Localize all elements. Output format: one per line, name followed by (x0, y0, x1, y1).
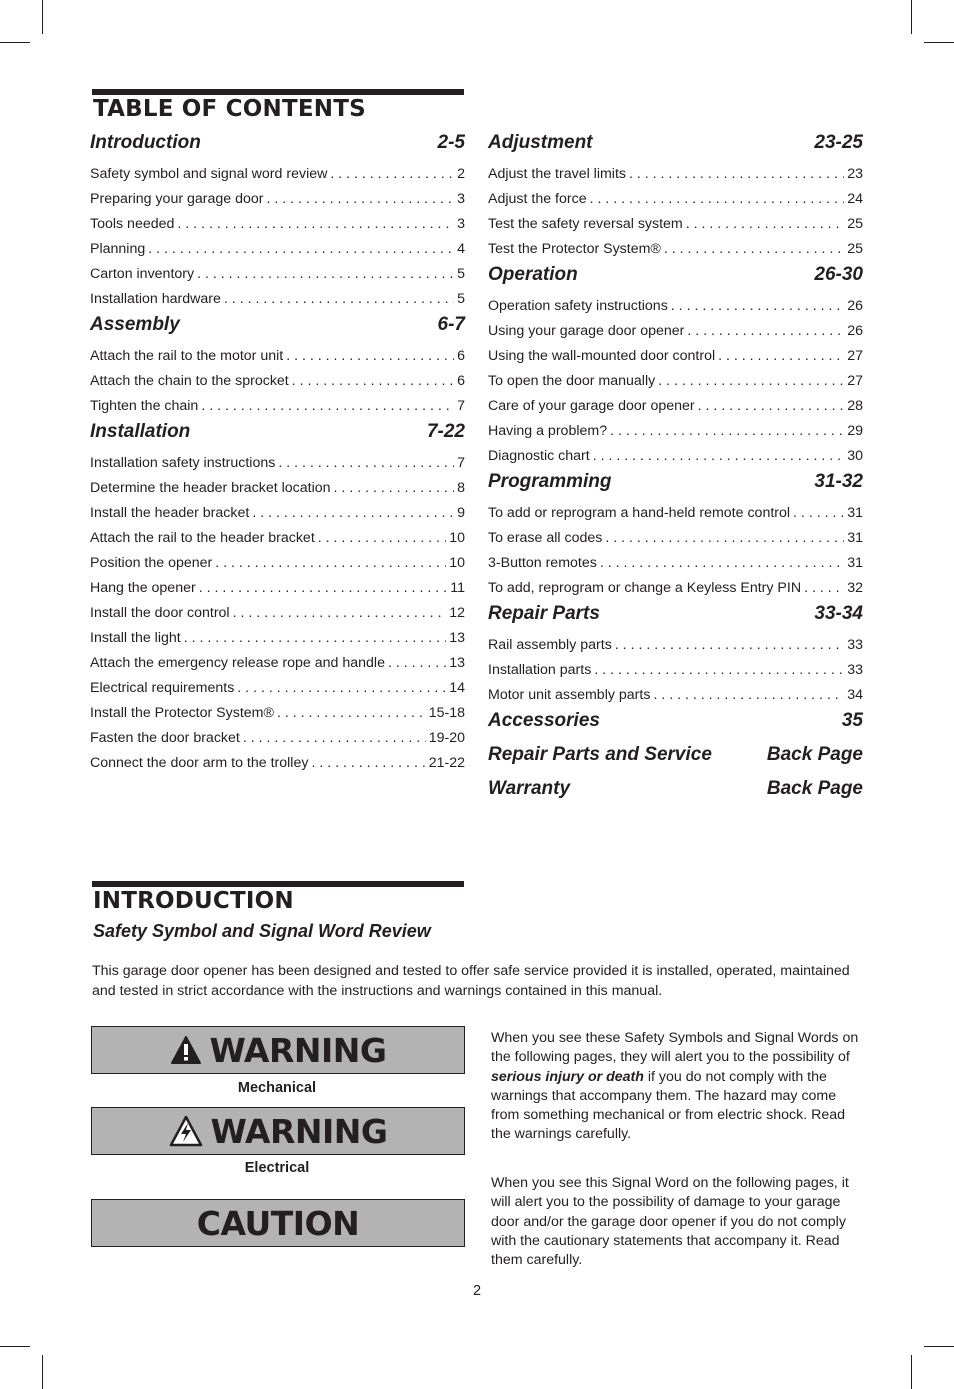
toc-entry-page: 31 (847, 530, 863, 546)
toc-entry (90, 551, 465, 576)
toc-entry-label: Attach the rail to the motor unit (90, 348, 284, 364)
toc-section-title: Operation (488, 264, 578, 285)
toc-entry-label: Install the light (90, 630, 181, 646)
toc-entry-page: 31 (847, 505, 863, 521)
dot-leader (243, 726, 426, 751)
toc-entry (90, 751, 465, 776)
exclamation-triangle-icon (170, 1035, 202, 1065)
dot-leader (605, 526, 844, 551)
toc-entry (488, 369, 863, 394)
dot-leader (388, 651, 446, 676)
toc-entry-page: 14 (449, 680, 465, 696)
toc-entry (90, 626, 465, 651)
toc-section-heading (488, 130, 863, 162)
toc-entry-page: 11 (450, 580, 465, 596)
toc-entry-label: Attach the chain to the sprocket (90, 373, 289, 389)
dot-leader (664, 237, 844, 262)
dot-leader (610, 419, 844, 444)
dot-leader (718, 344, 844, 369)
toc-section-pages: Back Page (766, 744, 863, 765)
toc-entry-page: 28 (847, 398, 863, 414)
toc-entry-page: 26 (847, 323, 863, 339)
toc-entry-page: 25 (847, 216, 863, 232)
toc-entry-page: 23 (847, 166, 863, 182)
mechanical-label: Mechanical (237, 1080, 317, 1096)
crop-mark (924, 42, 954, 43)
toc-right-column (488, 130, 863, 810)
dot-leader (215, 551, 446, 576)
dot-leader (184, 626, 447, 651)
toc-entry-label: Fasten the door bracket (90, 730, 240, 746)
toc-entry-page: 19-20 (428, 730, 465, 746)
toc-entry-page: 8 (457, 480, 465, 496)
toc-entry (90, 369, 465, 394)
toc-entry-label: Connect the door arm to the trolley (90, 755, 309, 771)
toc-entry (488, 294, 863, 319)
toc-section-pages: 6-7 (437, 314, 465, 335)
crop-mark (0, 1346, 30, 1347)
toc-entry-page: 29 (847, 423, 863, 439)
toc-entry (488, 319, 863, 344)
toc-entry-page: 21-22 (428, 755, 465, 771)
toc-left-column (90, 130, 465, 776)
toc-entry-label: Install the header bracket (90, 505, 250, 521)
toc-entry-page: 2 (457, 166, 465, 182)
toc-entry (90, 501, 465, 526)
toc-entry-label: Determine the header bracket location (90, 480, 331, 496)
toc-entry-label: Diagnostic chart (488, 448, 590, 464)
dot-leader (615, 633, 844, 658)
toc-entry-label: Test the Protector System® (488, 241, 661, 257)
dot-leader (330, 162, 454, 187)
toc-entry-page: 6 (457, 373, 465, 389)
toc-entry (90, 212, 465, 237)
toc-entry (488, 658, 863, 683)
dot-leader (233, 601, 447, 626)
dot-leader (334, 476, 455, 501)
toc-entry (90, 726, 465, 751)
dot-leader (237, 676, 446, 701)
toc-entry (90, 237, 465, 262)
warning-electrical-box (91, 1107, 465, 1155)
warning-mechanical-box (91, 1026, 465, 1074)
toc-entry (488, 633, 863, 658)
dot-leader (593, 444, 844, 469)
toc-entry-page: 15-18 (428, 705, 465, 721)
warning-word: WARNING (209, 1030, 387, 1070)
toc-entry-page: 3 (457, 191, 465, 207)
page-number: 2 (472, 1283, 482, 1299)
toc-entry-label: To erase all codes (488, 530, 603, 546)
toc-entry-page: 7 (457, 398, 465, 414)
toc-entry (488, 551, 863, 576)
dot-leader (148, 237, 454, 262)
toc-section-pages: 35 (841, 710, 863, 731)
toc-entry (90, 576, 465, 601)
toc-entry-label: Tools needed (90, 216, 175, 232)
toc-entry (90, 187, 465, 212)
dot-leader (804, 576, 844, 601)
toc-entry (90, 287, 465, 312)
toc-entry (488, 444, 863, 469)
toc-section-heading (90, 419, 465, 451)
intro-title: INTRODUCTION (93, 888, 294, 914)
toc-entry-label: 3-Button remotes (488, 555, 597, 571)
dot-leader (199, 576, 448, 601)
toc-section-title: Repair Parts and Service (488, 744, 712, 765)
toc-section-heading (488, 776, 863, 810)
caution-explanation: When you see this Signal Word on the following pages, it will alert you to the possibility of damage to your garage door and/or the garage door opener if you do not comply with the cautionary statements that accompany it. Read them carefully. (491, 1175, 849, 1269)
toc-entry (90, 344, 465, 369)
serious-injury-emphasis: serious injury or death (491, 1068, 644, 1085)
dot-leader (600, 551, 844, 576)
toc-section-heading (488, 469, 863, 501)
toc-entry-page: 12 (449, 605, 465, 621)
toc-entry (488, 576, 863, 601)
crop-mark (42, 0, 43, 34)
toc-entry-page: 10 (449, 530, 465, 546)
crop-mark (911, 1355, 912, 1389)
toc-entry-page: 24 (847, 191, 863, 207)
toc-entry-label: To add or reprogram a hand-held remote control (488, 505, 791, 521)
toc-entry-page: 5 (457, 266, 465, 282)
toc-section-heading (90, 312, 465, 344)
warning-explanation: When you see these Safety Symbols and Signal Words on the following pages, they will alert you to the possibility of serious injury or death if you do not comply with the warnings that accompany them. The hazard may come from something mechanical or from electric shock. Read the warnings carefully. (491, 1030, 859, 1143)
toc-entry-page: 5 (457, 291, 465, 307)
toc-section-heading (488, 262, 863, 294)
toc-entry-label: Operation safety instructions (488, 298, 668, 314)
toc-section-title: Accessories (488, 710, 600, 731)
toc-entry-label: To add, reprogram or change a Keyless Entry PIN (488, 580, 802, 596)
toc-section-pages: Back Page (766, 778, 863, 799)
toc-entry-page: 13 (449, 655, 465, 671)
electrical-label: Electrical (244, 1160, 310, 1176)
toc-section-pages: 7-22 (426, 421, 465, 442)
toc-entry (90, 451, 465, 476)
dot-leader (318, 526, 446, 551)
dot-leader (629, 162, 844, 187)
toc-entry-page: 31 (847, 555, 863, 571)
toc-entry-label: Install the Protector System® (90, 705, 274, 721)
toc-entry-page: 25 (847, 241, 863, 257)
toc-entry (488, 394, 863, 419)
lightning-triangle-icon (169, 1115, 203, 1147)
toc-entry (488, 187, 863, 212)
toc-entry-label: Test the safety reversal system (488, 216, 683, 232)
toc-entry-label: Rail assembly parts (488, 637, 612, 653)
dot-leader (224, 287, 454, 312)
toc-entry (488, 162, 863, 187)
dot-leader (177, 212, 454, 237)
toc-section-title: Repair Parts (488, 603, 600, 624)
toc-entry (90, 651, 465, 676)
intro-body: This garage door opener has been designed and tested to offer safe service provided it is installed, operated, maintained and tested in strict accordance with the instructions and warnings contained in this manual. (92, 963, 850, 999)
toc-entry-label: Motor unit assembly parts (488, 687, 651, 703)
toc-entry (488, 344, 863, 369)
toc-entry-label: Tighten the chain (90, 398, 199, 414)
toc-section-title: Introduction (90, 132, 201, 153)
toc-title: TABLE OF CONTENTS (93, 96, 366, 122)
dot-leader (286, 344, 454, 369)
caution-box (91, 1199, 465, 1247)
toc-entry-label: Carton inventory (90, 266, 195, 282)
toc-section-pages: 23-25 (814, 132, 863, 153)
toc-section-heading (90, 130, 465, 162)
toc-entry-page: 33 (847, 637, 863, 653)
toc-section-pages: 26-30 (814, 264, 863, 285)
intro-rule (92, 881, 464, 887)
toc-entry-page: 27 (847, 373, 863, 389)
toc-entry-label: Installation parts (488, 662, 592, 678)
toc-section-pages: 2-5 (437, 132, 465, 153)
dot-leader (201, 394, 454, 419)
dot-leader (671, 294, 844, 319)
toc-entry-label: Preparing your garage door (90, 191, 264, 207)
caution-word: CAUTION (196, 1203, 360, 1243)
toc-section-title: Assembly (90, 314, 180, 335)
toc-rule (92, 89, 464, 95)
dot-leader (311, 751, 425, 776)
toc-entry (90, 262, 465, 287)
toc-entry (90, 701, 465, 726)
dot-leader (594, 658, 844, 683)
toc-entry-page: 3 (457, 216, 465, 232)
dot-leader (687, 319, 844, 344)
toc-entry-page: 26 (847, 298, 863, 314)
crop-mark (0, 42, 30, 43)
toc-section-title: Warranty (488, 778, 571, 799)
toc-entry-label: Install the door control (90, 605, 230, 621)
toc-section-pages: 31-32 (814, 471, 863, 492)
intro-subtitle: Safety Symbol and Signal Word Review (93, 921, 431, 941)
toc-entry-page: 27 (847, 348, 863, 364)
crop-mark (911, 0, 912, 34)
toc-entry-page: 4 (457, 241, 465, 257)
toc-entry (90, 162, 465, 187)
toc-entry-label: Safety symbol and signal word review (90, 166, 328, 182)
toc-entry-label: Having a problem? (488, 423, 608, 439)
toc-entry (90, 476, 465, 501)
toc-entry (488, 419, 863, 444)
dot-leader (793, 501, 844, 526)
toc-entry-label: Electrical requirements (90, 680, 235, 696)
toc-entry (90, 526, 465, 551)
toc-entry-page: 10 (449, 555, 465, 571)
toc-entry-label: Using your garage door opener (488, 323, 685, 339)
toc-entry (488, 237, 863, 262)
toc-entry-label: Adjust the travel limits (488, 166, 626, 182)
toc-entry (488, 501, 863, 526)
toc-entry-page: 33 (847, 662, 863, 678)
toc-entry-label: Using the wall-mounted door control (488, 348, 716, 364)
toc-entry-label: Attach the rail to the header bracket (90, 530, 315, 546)
toc-entry-page: 13 (449, 630, 465, 646)
toc-entry-label: Hang the opener (90, 580, 196, 596)
toc-section-heading (488, 708, 863, 742)
toc-entry-label: Planning (90, 241, 146, 257)
toc-entry-label: Installation hardware (90, 291, 221, 307)
toc-section-title: Installation (90, 421, 191, 442)
toc-section-pages: 33-34 (814, 603, 863, 624)
toc-section-heading (488, 742, 863, 776)
crop-mark (924, 1346, 954, 1347)
toc-entry-page: 7 (457, 455, 465, 471)
toc-section-heading (488, 601, 863, 633)
toc-entry (488, 212, 863, 237)
toc-entry (90, 394, 465, 419)
toc-entry-label: Attach the emergency release rope and handle (90, 655, 385, 671)
toc-entry-page: 9 (457, 505, 465, 521)
toc-entry-label: Adjust the force (488, 191, 587, 207)
toc-entry (90, 676, 465, 701)
crop-mark (42, 1355, 43, 1389)
dot-leader (197, 262, 454, 287)
toc-entry-page: 6 (457, 348, 465, 364)
dot-leader (252, 501, 454, 526)
toc-entry (488, 526, 863, 551)
dot-leader (590, 187, 845, 212)
toc-entry (488, 683, 863, 708)
toc-entry-label: Installation safety instructions (90, 455, 276, 471)
dot-leader (292, 369, 454, 394)
dot-leader (278, 451, 454, 476)
toc-section-title: Adjustment (488, 132, 593, 153)
toc-entry-label: Care of your garage door opener (488, 398, 695, 414)
dot-leader (267, 187, 455, 212)
warning-word: WARNING (210, 1111, 388, 1151)
dot-leader (698, 394, 845, 419)
dot-leader (653, 683, 844, 708)
toc-entry (90, 601, 465, 626)
dot-leader (277, 701, 426, 726)
dot-leader (686, 212, 844, 237)
toc-entry-label: To open the door manually (488, 373, 656, 389)
toc-section-title: Programming (488, 471, 612, 492)
toc-entry-page: 32 (847, 580, 863, 596)
toc-entry-label: Position the opener (90, 555, 213, 571)
dot-leader (658, 369, 844, 394)
toc-entry-page: 30 (847, 448, 863, 464)
toc-entry-page: 34 (847, 687, 863, 703)
